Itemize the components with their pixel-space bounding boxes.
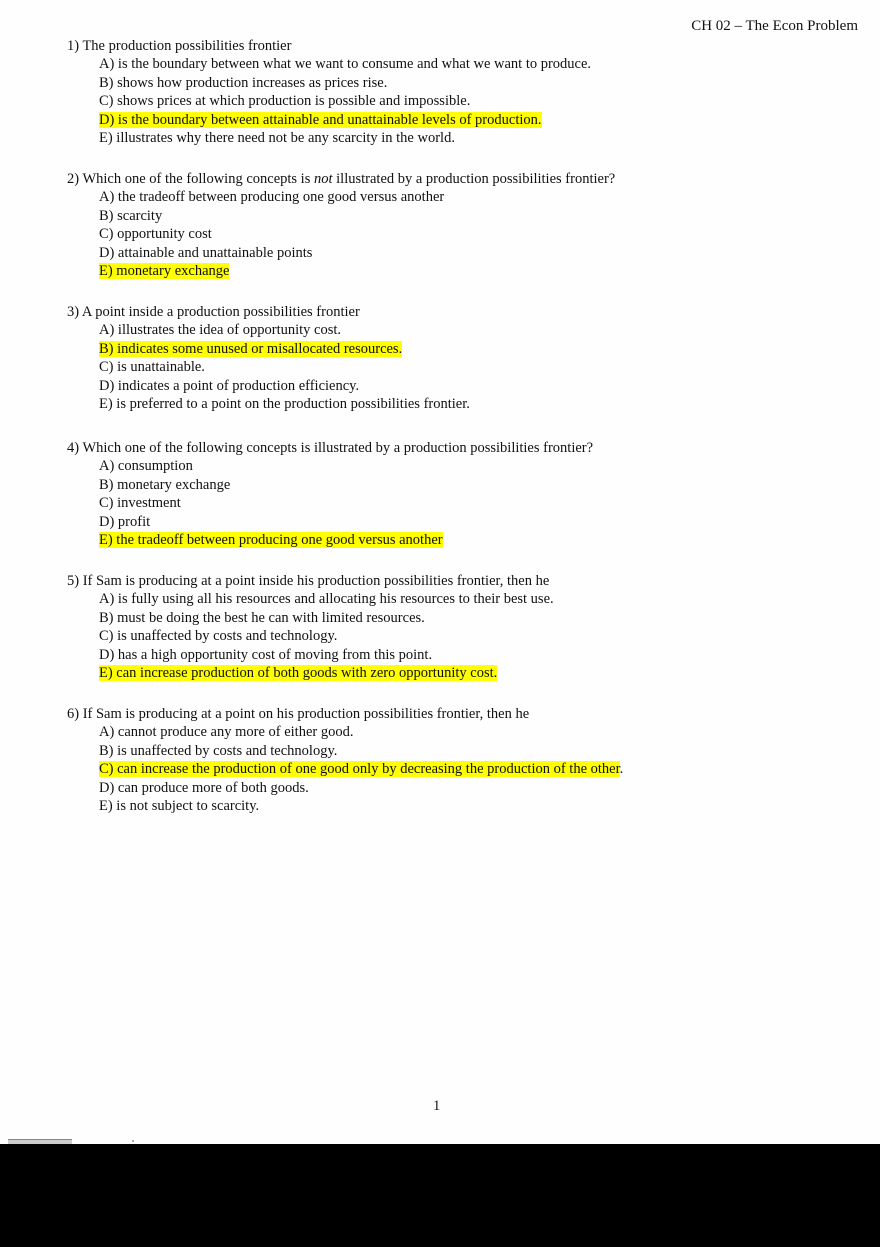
option-d: D) profit [99,513,151,530]
option-a: A) illustrates the idea of opportunity cost. [99,322,342,339]
option-b: B) must be doing the best he can with limited resources. [99,609,425,626]
option-b: B) scarcity [99,207,163,224]
question-4 [67,439,593,549]
option-e: E) is preferred to a point on the production possibilities frontier. [99,396,470,413]
option-c: C) shows prices at which production is possible and impossible. [99,93,471,110]
highlighted-answer: E) can increase production of both goods with zero opportunity cost. [99,665,498,682]
question-stem: 5) If Sam is producing at a point inside his production possibilities frontier, then he [67,573,550,589]
option-e: E) illustrates why there need not be any scarcity in the world. [99,130,455,147]
highlighted-answer: B) indicates some unused or misallocated resources. [99,340,403,357]
option-a: A) is fully using all his resources and allocating his resources to their best use. [99,591,554,608]
question-2 [67,170,615,280]
page-number: 1 [433,1098,441,1114]
option-b: B) is unaffected by costs and technology. [99,742,338,759]
option-c: C) investment [99,495,181,512]
question-1 [67,37,591,147]
option-a: A) consumption [99,458,193,475]
option-e: E) is not subject to scarcity. [99,798,260,815]
option-d: D) attainable and unattainable points [99,244,313,261]
option-c: C) is unattainable. [99,359,205,376]
option-c: C) opportunity cost [99,226,212,243]
option-b-correct [99,340,470,358]
option-d: D) has a high opportunity cost of moving from this point. [99,646,433,663]
question-5 [67,572,554,682]
question-stem: 3) A point inside a production possibilities frontier [67,304,360,320]
question-3 [67,303,470,413]
question-stem: 1) The production possibilities frontier [67,38,292,54]
option-c: C) is unaffected by costs and technology. [99,628,338,645]
viewer-background [0,1144,880,1247]
option-e-correct [99,664,554,682]
option-d-correct [99,111,591,129]
option-d: D) indicates a point of production efficiency. [99,377,360,394]
chapter-header: CH 02 – The Econ Problem [691,18,858,34]
option-c-correct: C) can increase the production of one good only by decreasing the production of the other. [99,761,624,778]
option-e-correct [99,262,615,280]
option-a: A) cannot produce any more of either good. [99,724,354,741]
scroll-marker [132,1140,134,1142]
option-a: A) is the boundary between what we want to consume and what we want to produce. [99,56,592,73]
question-stem: 2) Which one of the following concepts is not illustrated by a production possibilities frontier? [67,171,616,187]
option-a: A) the tradeoff between producing one good versus another [99,189,445,206]
highlighted-answer: D) is the boundary between attainable and unattainable levels of production. [99,111,542,128]
question-stem: 4) Which one of the following concepts is illustrated by a production possibilities frontier? [67,440,594,456]
question-stem: 6) If Sam is producing at a point on his production possibilities frontier, then he [67,706,530,722]
option-b: B) monetary exchange [99,476,231,493]
option-e-correct [99,531,593,549]
option-d: D) can produce more of both goods. [99,779,309,796]
option-b: B) shows how production increases as prices rise. [99,74,388,91]
highlighted-answer: E) the tradeoff between producing one good versus another [99,532,443,549]
question-6 [67,705,623,815]
highlighted-answer: C) can increase the production of one good only by decreasing the production of the other [99,761,620,778]
highlighted-answer: E) monetary exchange [99,263,230,280]
